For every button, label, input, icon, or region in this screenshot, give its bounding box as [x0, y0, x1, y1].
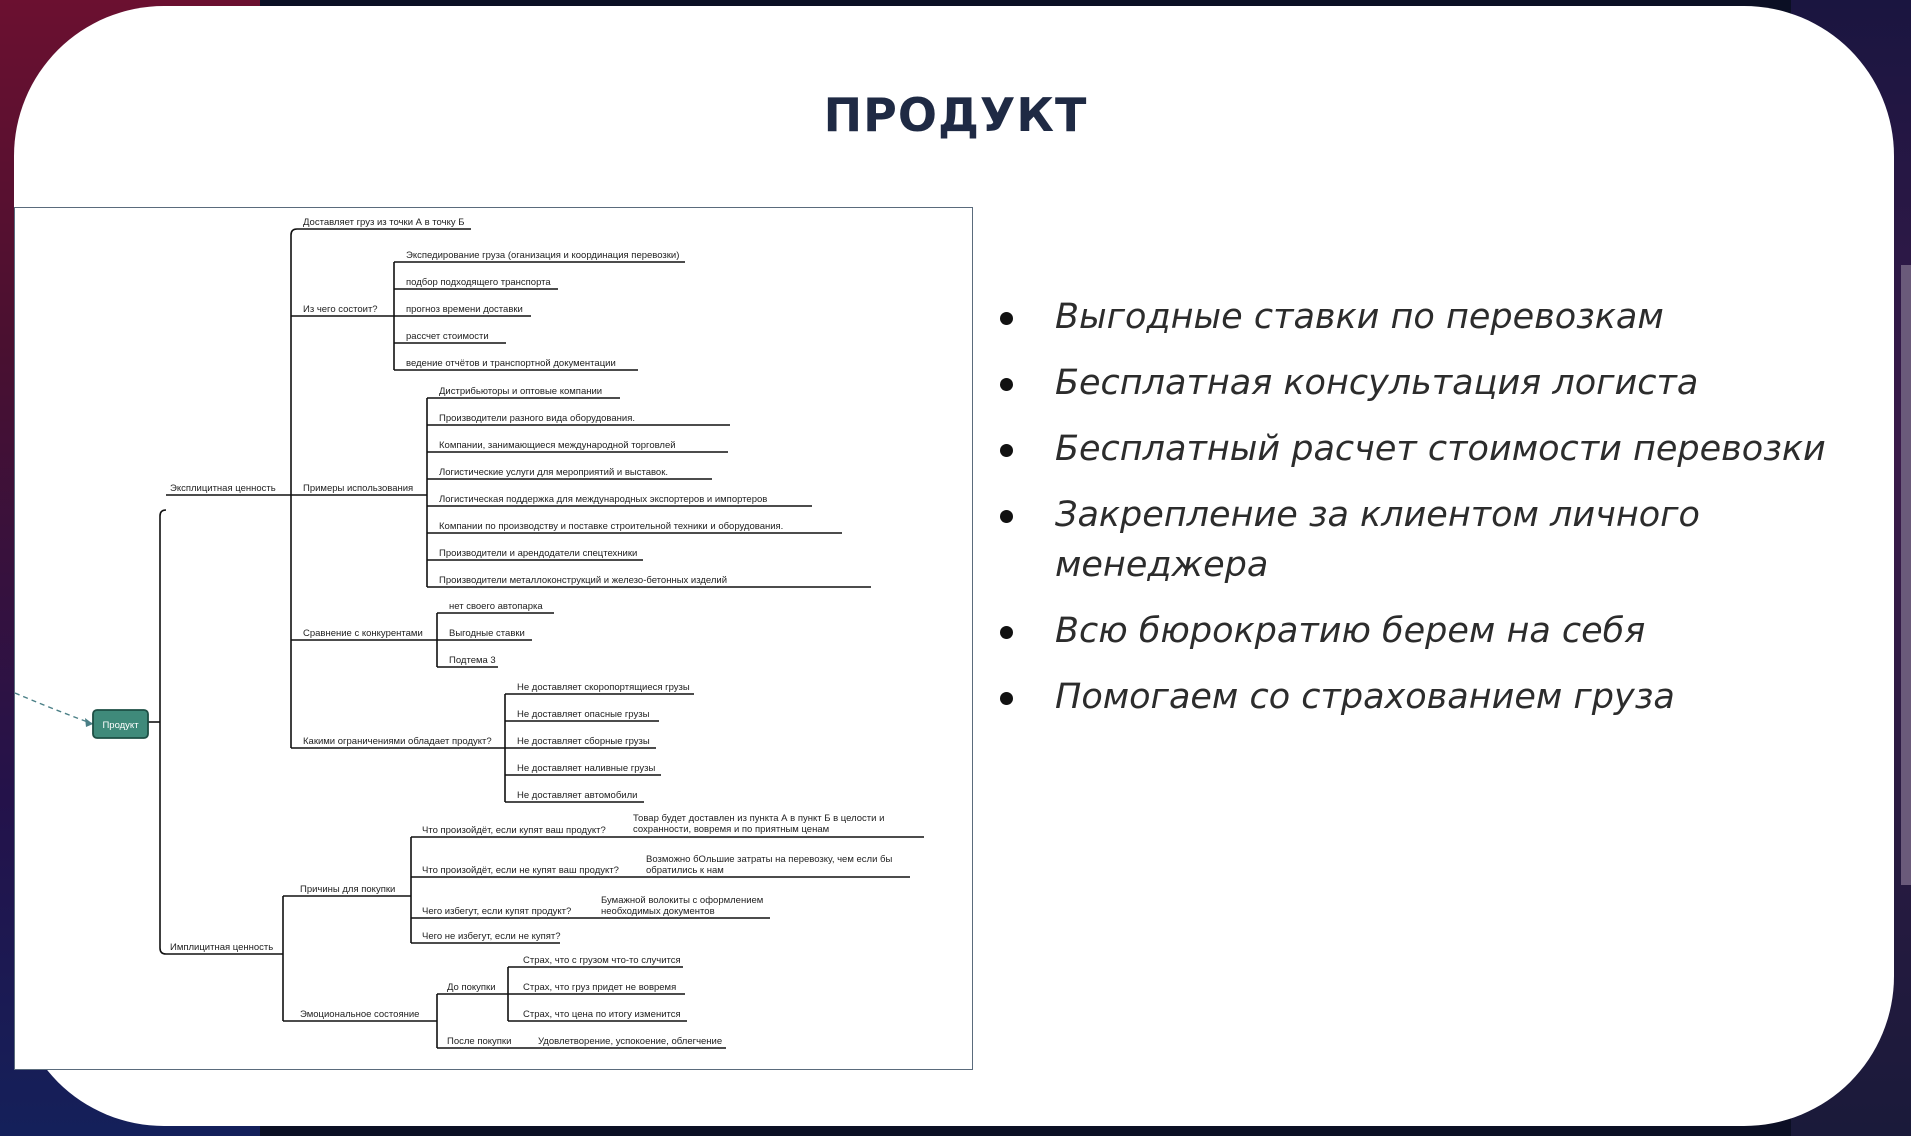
bullet-text: Закрепление за клиентом личного менеджера [1055, 495, 1700, 585]
list-item: Не доставляет сборные грузы [517, 736, 650, 747]
connector [160, 510, 277, 954]
mindmap-image [14, 207, 973, 1070]
bullet-icon [1000, 444, 1013, 457]
list-item: нет своего автопарка [449, 601, 543, 612]
reason-answer: Возможно бОльшие затраты на перевозку, чем если бы [646, 854, 893, 865]
connector [405, 837, 411, 943]
after-label: После покупки [447, 1036, 512, 1047]
list-item [1000, 490, 1880, 590]
emotions-label: Эмоциональное состояние [300, 1009, 420, 1020]
list-item: Дистрибьюторы и оптовые компании [439, 386, 603, 397]
consists-label: Из чего состоит? [303, 304, 378, 315]
list-item: Выгодные ставки [449, 628, 525, 639]
list-item: подбор подходящего транспорта [406, 277, 551, 288]
reason-answer: необходимых документов [601, 906, 715, 917]
list-item: Подтема 3 [449, 655, 496, 666]
competitors-label: Сравнение с конкурентами [303, 628, 423, 639]
connector [436, 613, 437, 667]
list-item: Компании по производству и поставке строительной техники и оборудования. [439, 521, 784, 532]
limits-label: Какими ограничениями обладает продукт? [303, 736, 492, 747]
list-item: рассчет стоимости [406, 331, 489, 342]
bullet-text: Бесплатный расчет стоимости перевозки [1055, 429, 1826, 469]
incoming-link [15, 693, 93, 724]
before-label: До покупки [447, 982, 496, 993]
slide-title: ПРОДУКТ [823, 88, 1088, 142]
list-item: Не доставляет опасные грузы [517, 709, 650, 720]
delivers-label: Доставляет груз из точки А в точку Б [303, 217, 465, 228]
reasons-label: Причины для покупки [300, 884, 396, 895]
bullet-text: Выгодные ставки по перевозкам [1055, 297, 1664, 337]
reason-question: Чего избегут, если купят продукт? [422, 906, 572, 917]
list-item: Производители металлоконструкций и железо-бетонных изделий [439, 575, 728, 586]
list-item: Страх, что цена по итогу изменится [523, 1009, 681, 1020]
connector [503, 694, 505, 802]
usage-label: Примеры использования [303, 483, 414, 494]
list-item: Не доставляет скоропортящиеся грузы [517, 682, 690, 693]
list-item [1000, 672, 1880, 722]
list-item: Производители и арендодатели спецтехники [439, 548, 638, 559]
background-right-bar [1901, 265, 1911, 885]
list-item [1000, 424, 1880, 474]
after-value: Удовлетворение, успокоение, облегчение [538, 1036, 723, 1047]
bullet-text: Бесплатная консультация логиста [1055, 363, 1699, 403]
list-item: Не доставляет автомобили [517, 790, 638, 801]
bullet-icon [1000, 378, 1013, 391]
bullet-icon [1000, 510, 1013, 523]
root-node-label: Продукт [102, 720, 139, 731]
list-item [1000, 292, 1880, 342]
connector [419, 398, 427, 587]
connector [425, 994, 437, 1048]
list-item: Страх, что с грузом что-то случится [523, 955, 681, 966]
reason-answer: сохранности, вовремя и по приятным ценам [633, 824, 830, 835]
benefits-list [1000, 292, 1880, 738]
bullet-icon [1000, 692, 1013, 705]
connector [503, 967, 508, 1021]
list-item: прогноз времени доставки [406, 304, 523, 315]
bullet-text: Помогаем со страхованием груза [1055, 677, 1675, 717]
bullet-icon [1000, 626, 1013, 639]
list-item: Страх, что груз придет не вовремя [523, 982, 677, 993]
list-item [1000, 606, 1880, 656]
list-item: Логистическая поддержка для международных экспортеров и импортеров [439, 494, 768, 505]
bullet-icon [1000, 312, 1013, 325]
list-item: Производители разного вида оборудования. [439, 413, 635, 424]
list-item: ведение отчётов и транспортной документации [406, 358, 616, 369]
implicit-label: Имплицитная ценность [170, 942, 274, 953]
list-item [1000, 358, 1880, 408]
connector [277, 896, 283, 1021]
incoming-link-arrow [85, 718, 93, 727]
reason-answer: Бумажной волокиты с оформлением [601, 895, 764, 906]
mindmap-svg [15, 208, 973, 1070]
list-item: Экспедирование груза (оганизация и координация перевозки) [406, 250, 680, 261]
reason-question: Что произойдёт, если купят ваш продукт? [422, 825, 606, 836]
connector [390, 262, 394, 370]
list-item: Компании, занимающиеся международной торговлей [439, 440, 676, 451]
bullet-text: Всю бюрократию берем на себя [1055, 611, 1646, 651]
reason-question: Чего не избегут, если не купят? [422, 931, 561, 942]
list-item: Логистические услуги для мероприятий и выставок. [439, 467, 669, 478]
explicit-label: Эксплицитная ценность [170, 483, 276, 494]
reason-question: Что произойдёт, если не купят ваш продукт? [422, 865, 619, 876]
list-item: Не доставляет наливные грузы [517, 763, 656, 774]
reason-answer: Товар будет доставлен из пункта А в пункт Б в целости и [633, 813, 885, 824]
reason-answer: обратились к нам [646, 865, 724, 876]
